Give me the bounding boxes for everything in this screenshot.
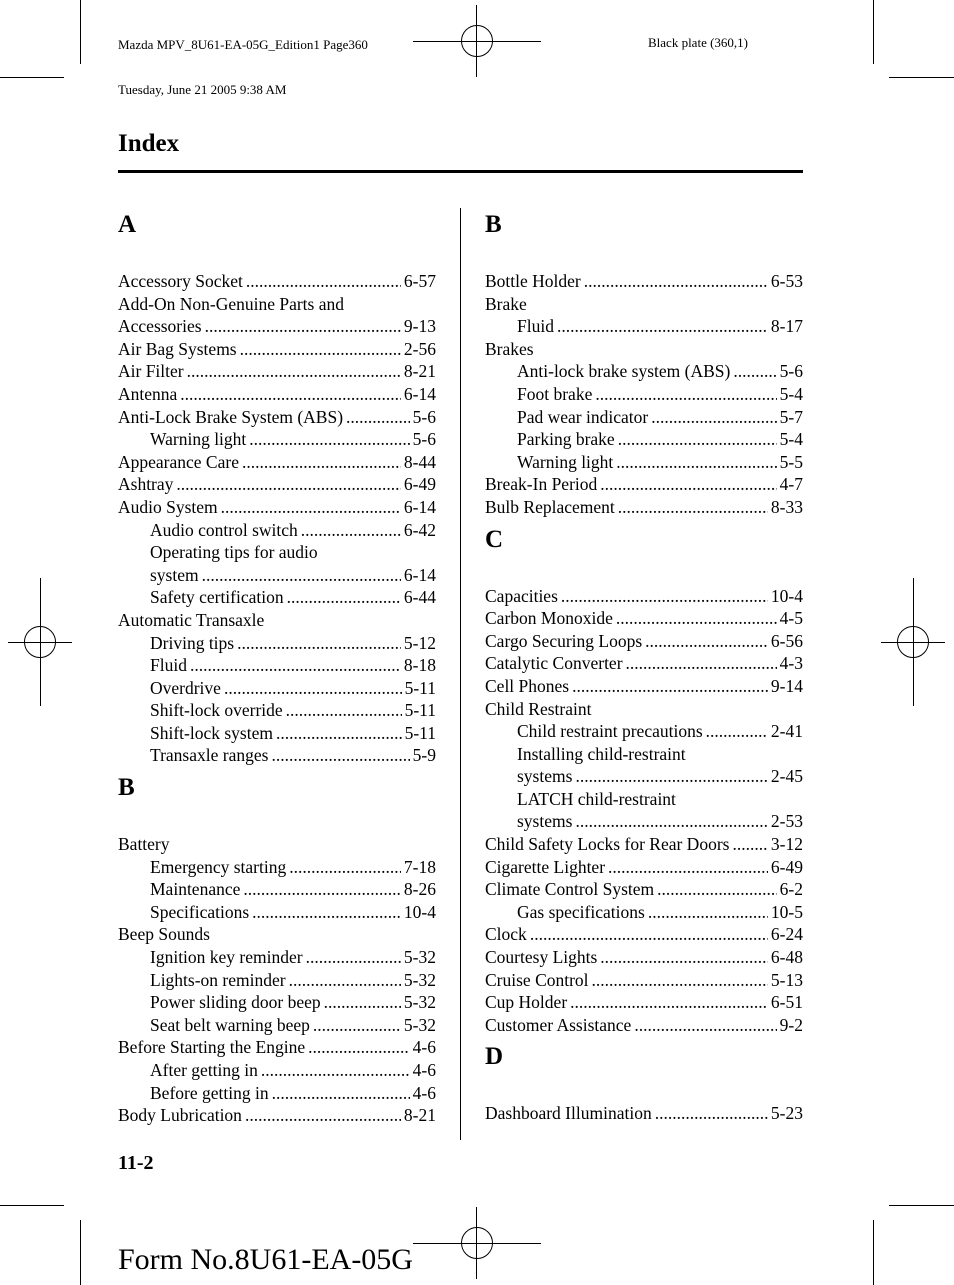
- leader-dots: [276, 722, 402, 745]
- index-page-ref: 5-6: [412, 429, 436, 450]
- index-term: Cigarette Lighter: [485, 856, 606, 877]
- index-page-ref: 8-21: [403, 361, 436, 382]
- section-letter: B: [118, 774, 135, 802]
- index-term: Carbon Monoxide: [485, 608, 613, 629]
- index-entry: [118, 496, 436, 519]
- index-entry: [118, 519, 436, 542]
- index-term: Transaxle ranges: [150, 745, 269, 766]
- index-entry: [485, 383, 803, 406]
- leader-dots: [240, 338, 401, 361]
- leader-dots: [706, 720, 768, 743]
- index-page-ref: 5-32: [403, 947, 436, 968]
- index-term: Battery: [118, 834, 170, 855]
- index-term: Cruise Control: [485, 969, 589, 990]
- index-entry: [485, 720, 803, 743]
- print-header-file: [118, 7, 368, 112]
- index-term: Shift-lock system: [150, 722, 273, 743]
- leader-dots: [224, 677, 402, 700]
- index-page-ref: 6-42: [403, 519, 436, 540]
- index-entry: [118, 991, 436, 1014]
- index-page-ref: 6-53: [770, 271, 803, 291]
- index-term: Audio control switch: [150, 519, 298, 540]
- index-entry: [485, 496, 803, 519]
- leader-dots: [242, 451, 401, 474]
- index-page-ref: 4-3: [779, 653, 803, 674]
- index-page-ref: 5-9: [412, 745, 436, 766]
- index-term: Pad wear indicator: [517, 406, 649, 427]
- registration-circle: [24, 626, 56, 658]
- leader-dots: [245, 1104, 401, 1127]
- index-page-ref: 5-11: [404, 722, 436, 743]
- index-entry: [485, 270, 803, 293]
- index-entry: [485, 743, 803, 766]
- leader-dots: [346, 406, 410, 429]
- index-term: Climate Control System: [485, 879, 655, 900]
- crop-mark: [873, 1220, 874, 1285]
- index-page-ref: 6-14: [403, 496, 436, 517]
- crop-mark: [889, 1205, 954, 1206]
- index-page-ref: 8-33: [770, 496, 803, 517]
- index-term: Fluid: [517, 316, 554, 337]
- index-page-ref: 5-4: [779, 429, 803, 450]
- index-entry: [118, 270, 436, 293]
- index-term: Brake: [485, 293, 527, 314]
- index-page-ref: 5-32: [403, 1014, 436, 1035]
- index-term: Accessories: [118, 316, 202, 337]
- index-term: After getting in: [150, 1060, 258, 1080]
- index-page-ref: 6-14: [403, 564, 436, 585]
- leader-dots: [221, 496, 401, 519]
- index-term: Catalytic Converter: [485, 653, 623, 674]
- leader-dots: [252, 901, 401, 924]
- index-term: Warning light: [517, 451, 614, 472]
- index-page-ref: 6-56: [770, 630, 803, 651]
- registration-circle: [461, 1227, 493, 1259]
- leader-dots: [651, 406, 776, 429]
- index-term: Clock: [485, 924, 527, 945]
- index-entry: [485, 946, 803, 969]
- crop-mark: [873, 0, 874, 64]
- leader-dots: [600, 473, 776, 496]
- index-entry: [118, 1036, 436, 1059]
- index-entry: [485, 338, 803, 361]
- index-term: Bulb Replacement: [485, 496, 615, 517]
- index-term: Driving tips: [150, 632, 235, 653]
- index-entry: [118, 406, 436, 429]
- index-page-ref: 3-12: [770, 834, 803, 855]
- index-term: Installing child-restraint: [517, 743, 686, 764]
- index-term: LATCH child-restraint: [517, 788, 676, 809]
- index-term: Accessory Socket: [118, 271, 243, 291]
- leader-dots: [616, 451, 776, 474]
- index-term: Anti-Lock Brake System (ABS): [118, 406, 344, 427]
- index-term: Power sliding door beep: [150, 992, 321, 1013]
- index-entry: [118, 699, 436, 722]
- index-term: Ashtray: [118, 474, 174, 495]
- index-page-ref: 5-12: [403, 632, 436, 653]
- index-page-ref: 4-6: [412, 1060, 436, 1080]
- index-term: Specifications: [150, 901, 250, 922]
- leader-dots: [616, 607, 777, 630]
- leader-dots: [271, 744, 409, 767]
- index-page-ref: 5-13: [770, 969, 803, 990]
- index-entry: [118, 923, 436, 946]
- index-entry: [485, 901, 803, 924]
- index-term: Air Bag Systems: [118, 338, 237, 359]
- leader-dots: [190, 654, 401, 677]
- index-entry: [485, 451, 803, 474]
- index-entry: [485, 969, 803, 992]
- index-entry: [485, 788, 803, 811]
- index-term: Dashboard Illumination: [485, 1103, 652, 1124]
- leader-dots: [287, 586, 401, 609]
- print-header-plate: Black plate (360,1): [648, 35, 748, 50]
- index-term: Safety certification: [150, 587, 284, 608]
- index-term: Foot brake: [517, 383, 593, 404]
- index-term: Lights-on reminder: [150, 969, 286, 990]
- index-page-ref: 2-41: [770, 721, 803, 742]
- index-page-ref: 9-2: [779, 1014, 803, 1035]
- index-term: Audio System: [118, 496, 218, 517]
- leader-dots: [595, 383, 776, 406]
- leader-dots: [600, 946, 768, 969]
- leader-dots: [655, 1102, 768, 1125]
- index-entry: [118, 564, 436, 587]
- leader-dots: [306, 946, 401, 969]
- leader-dots: [657, 878, 777, 901]
- index-page-ref: 5-7: [779, 406, 803, 427]
- index-entry: [485, 607, 803, 630]
- leader-dots: [202, 564, 401, 587]
- index-term: Warning light: [150, 429, 247, 450]
- index-entry: [485, 293, 803, 316]
- index-entry: [118, 1059, 436, 1082]
- section-letter: B: [485, 211, 502, 238]
- index-entry: [118, 609, 436, 632]
- index-page-ref: 2-53: [770, 811, 803, 832]
- leader-dots: [243, 878, 401, 901]
- leader-dots: [180, 383, 401, 406]
- registration-circle: [461, 25, 493, 57]
- section-letter: D: [485, 1043, 504, 1071]
- index-term: Body Lubrication: [118, 1105, 242, 1126]
- index-term: Cup Holder: [485, 992, 568, 1013]
- index-entry: [118, 654, 436, 677]
- leader-dots: [618, 496, 768, 519]
- index-term: Overdrive: [150, 677, 221, 698]
- index-term: Ignition key reminder: [150, 947, 303, 968]
- leader-dots: [575, 765, 767, 788]
- index-page-ref: 2-45: [770, 766, 803, 787]
- index-term: Anti-lock brake system (ABS): [517, 361, 731, 382]
- index-entry: [485, 1014, 803, 1037]
- index-page-ref: 8-26: [403, 879, 436, 900]
- index-page-ref: 8-21: [403, 1105, 436, 1126]
- index-entry: [118, 338, 436, 361]
- section-letter: A: [118, 211, 137, 238]
- index-term: Maintenance: [150, 879, 241, 900]
- index-term: Bottle Holder: [485, 271, 581, 291]
- index-entry: [118, 856, 436, 879]
- index-page-ref: 10-5: [770, 901, 803, 922]
- leader-dots: [301, 519, 401, 542]
- index-entry: [485, 473, 803, 496]
- index-entry: [118, 969, 436, 992]
- index-page-ref: 5-5: [779, 451, 803, 472]
- index-entry: [485, 765, 803, 788]
- index-entry: [118, 541, 436, 564]
- index-page-ref: 4-6: [412, 1082, 436, 1103]
- index-page-ref: 6-48: [770, 947, 803, 968]
- leader-dots: [733, 360, 776, 383]
- leader-dots: [249, 428, 409, 451]
- leader-dots: [289, 969, 401, 992]
- leader-dots: [187, 360, 401, 383]
- index-entry: [118, 677, 436, 700]
- index-term: Before Starting the Engine: [118, 1037, 306, 1058]
- index-entry: [118, 632, 436, 655]
- index-page-ref: 6-2: [779, 879, 803, 900]
- index-term: Cell Phones: [485, 675, 570, 696]
- index-term: Antenna: [118, 383, 178, 404]
- index-page-ref: 5-11: [404, 700, 436, 721]
- index-column-right: [485, 210, 803, 1125]
- index-page-ref: 9-14: [770, 675, 803, 696]
- index-page-ref: 6-51: [770, 992, 803, 1013]
- index-entry: [485, 698, 803, 721]
- index-term: Break-In Period: [485, 474, 598, 495]
- index-column-left: [118, 210, 436, 1127]
- column-divider: [460, 208, 461, 1140]
- leader-dots: [272, 1082, 410, 1105]
- leader-dots: [261, 1059, 410, 1082]
- leader-dots: [176, 473, 401, 496]
- index-page-ref: 9-13: [403, 316, 436, 337]
- leader-dots: [645, 630, 768, 653]
- index-page-ref: 4-7: [779, 474, 803, 495]
- index-term: Brakes: [485, 338, 534, 359]
- index-page-ref: 5-11: [404, 677, 436, 698]
- index-page-ref: 4-5: [779, 608, 803, 629]
- index-term: systems: [517, 811, 573, 832]
- index-page-ref: 8-44: [403, 451, 436, 472]
- leader-dots: [584, 270, 768, 293]
- index-page-ref: 10-4: [770, 585, 803, 606]
- index-term: Child Restraint: [485, 698, 592, 719]
- index-page-ref: 5-4: [779, 383, 803, 404]
- index-term: systems: [517, 766, 573, 787]
- index-term: Customer Assistance: [485, 1014, 632, 1035]
- leader-dots: [572, 675, 768, 698]
- index-entry: [118, 1104, 436, 1127]
- index-page-ref: 5-6: [412, 406, 436, 427]
- print-header-line2: Tuesday, June 21 2005 9:38 AM: [118, 82, 287, 97]
- index-page-ref: 5-6: [779, 361, 803, 382]
- index-page-ref: 8-17: [770, 316, 803, 337]
- crop-mark: [889, 77, 954, 78]
- index-page-ref: 7-18: [403, 856, 436, 877]
- index-entry: [118, 1082, 436, 1105]
- leader-dots: [618, 428, 777, 451]
- section-letter: C: [485, 525, 504, 553]
- index-entry: [485, 991, 803, 1014]
- index-entry: [485, 675, 803, 698]
- index-term: Add-On Non-Genuine Parts and: [118, 293, 344, 314]
- index-page-ref: 5-23: [770, 1103, 803, 1124]
- index-entry: [485, 406, 803, 429]
- leader-dots: [289, 856, 401, 879]
- leader-dots: [648, 901, 768, 924]
- index-entry: [485, 360, 803, 383]
- crop-mark: [80, 1220, 81, 1285]
- leader-dots: [308, 1036, 410, 1059]
- leader-dots: [324, 991, 401, 1014]
- index-term: Gas specifications: [517, 901, 645, 922]
- index-term: Automatic Transaxle: [118, 609, 265, 630]
- crop-mark: [0, 1205, 64, 1206]
- index-entry: [118, 833, 436, 856]
- leader-dots: [575, 810, 767, 833]
- index-term: Before getting in: [150, 1082, 269, 1103]
- index-term: Beep Sounds: [118, 924, 210, 945]
- index-page-ref: 6-44: [403, 587, 436, 608]
- leader-dots: [570, 991, 768, 1014]
- index-entry: [485, 833, 803, 856]
- index-entry: [485, 428, 803, 451]
- index-entry: [485, 878, 803, 901]
- index-entry: [118, 1014, 436, 1037]
- index-term: Appearance Care: [118, 451, 239, 472]
- leader-dots: [592, 969, 768, 992]
- index-entry: [118, 428, 436, 451]
- index-entry: [118, 451, 436, 474]
- index-term: Operating tips for audio: [150, 542, 318, 563]
- leader-dots: [205, 315, 401, 338]
- index-entry: [485, 315, 803, 338]
- index-page-ref: 6-14: [403, 383, 436, 404]
- index-term: Cargo Securing Loops: [485, 630, 643, 651]
- index-term: Child restraint precautions: [517, 721, 703, 742]
- index-entry: [118, 946, 436, 969]
- index-page-ref: 2-56: [403, 338, 436, 359]
- leader-dots: [286, 699, 402, 722]
- leader-dots: [246, 270, 401, 293]
- index-entry: [118, 315, 436, 338]
- index-page-ref: 5-32: [403, 992, 436, 1013]
- index-entry: [118, 293, 436, 316]
- index-entry: [118, 473, 436, 496]
- index-term: Shift-lock override: [150, 700, 283, 721]
- index-entry: [485, 923, 803, 946]
- index-entry: [485, 652, 803, 675]
- index-entry: [118, 722, 436, 745]
- leader-dots: [530, 923, 768, 946]
- index-term: Child Safety Locks for Rear Doors: [485, 834, 730, 855]
- index-entry: [485, 1102, 803, 1125]
- index-entry: [485, 585, 803, 608]
- index-entry: [118, 383, 436, 406]
- index-term: system: [150, 564, 199, 585]
- index-term: Capacities: [485, 585, 558, 606]
- index-page-ref: 6-49: [770, 856, 803, 877]
- form-number: Form No.8U61-EA-05G: [118, 1243, 413, 1276]
- index-entry: [485, 856, 803, 879]
- index-term: Fluid: [150, 655, 187, 676]
- print-header-line1: Mazda MPV_8U61-EA-05G_Edition1 Page360: [118, 37, 368, 52]
- leader-dots: [561, 585, 768, 608]
- leader-dots: [608, 856, 768, 879]
- index-term: Parking brake: [517, 429, 615, 450]
- index-page-ref: 10-4: [403, 901, 436, 922]
- leader-dots: [634, 1014, 776, 1037]
- page-title: Index: [118, 130, 180, 157]
- index-term: Courtesy Lights: [485, 947, 598, 968]
- index-term: Air Filter: [118, 361, 184, 382]
- registration-circle: [897, 626, 929, 658]
- index-page-ref: 6-24: [770, 924, 803, 945]
- leader-dots: [557, 315, 768, 338]
- leader-dots: [237, 632, 401, 655]
- leader-dots: [732, 833, 767, 856]
- index-entry: [118, 878, 436, 901]
- title-rule: [118, 170, 803, 173]
- index-page-ref: 8-18: [403, 655, 436, 676]
- index-entry: [118, 360, 436, 383]
- index-page-ref: 5-32: [403, 969, 436, 990]
- index-entry: [118, 901, 436, 924]
- crop-mark: [80, 0, 81, 64]
- index-term: Seat belt warning beep: [150, 1014, 310, 1035]
- crop-mark: [0, 77, 64, 78]
- index-page-ref: 4-6: [412, 1037, 436, 1058]
- leader-dots: [626, 652, 777, 675]
- index-page-ref: 6-49: [403, 474, 436, 495]
- index-entry: [485, 810, 803, 833]
- index-page-ref: 6-57: [403, 271, 436, 291]
- index-entry: [485, 630, 803, 653]
- page-number: 11-2: [118, 1152, 154, 1174]
- index-entry: [118, 586, 436, 609]
- leader-dots: [313, 1014, 401, 1037]
- index-term: Emergency starting: [150, 856, 287, 877]
- index-entry: [118, 744, 436, 767]
